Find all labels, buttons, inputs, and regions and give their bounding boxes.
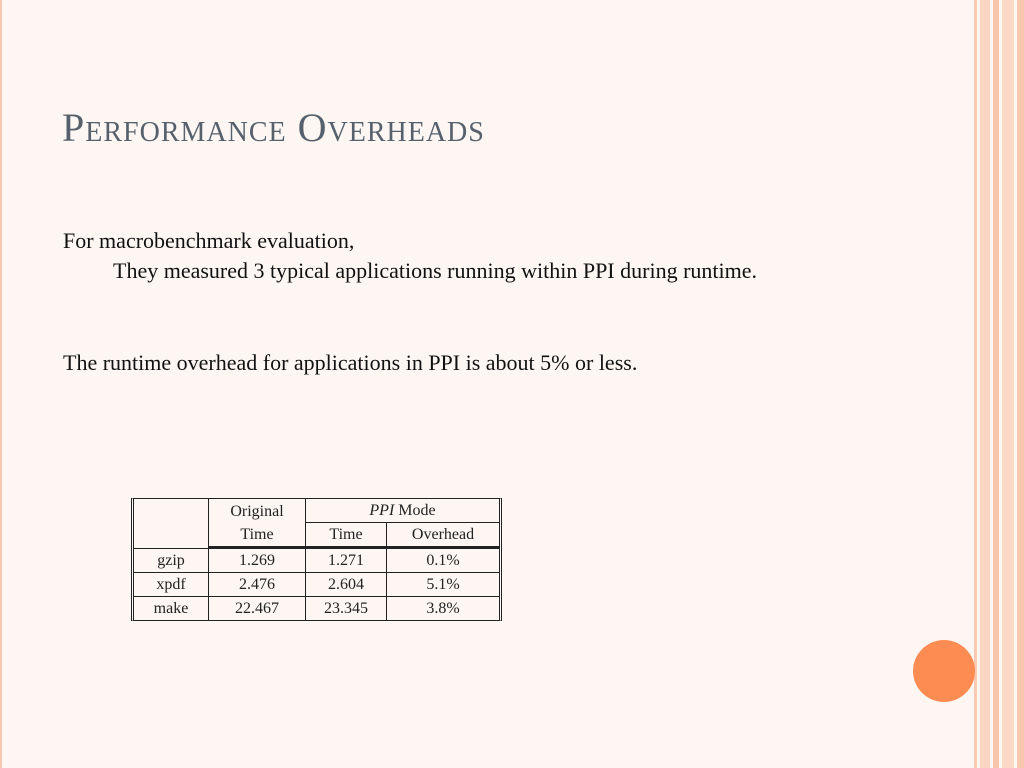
row-overhead: 3.8% xyxy=(387,596,499,620)
paragraph-overhead-summary: The runtime overhead for applications in PPI is about 5% or less. xyxy=(63,350,638,375)
row-ppi-time: 2.604 xyxy=(306,572,387,596)
table-row xyxy=(134,548,499,572)
performance-table xyxy=(131,498,502,621)
slide-body xyxy=(63,226,843,378)
header-ppi: PPI xyxy=(369,502,395,519)
paragraph-intro: For macrobenchmark evaluation, xyxy=(63,228,355,253)
row-app: xpdf xyxy=(134,572,209,596)
subheader-overhead: Overhead xyxy=(387,523,499,548)
row-overhead: 5.1% xyxy=(387,572,499,596)
stripe xyxy=(974,0,977,768)
stripe xyxy=(980,0,990,768)
row-ppi-time: 1.271 xyxy=(306,548,387,572)
row-original-time: 22.467 xyxy=(209,596,306,620)
header-original: Original xyxy=(209,499,306,523)
row-original-time: 2.476 xyxy=(209,572,306,596)
row-ppi-time: 23.345 xyxy=(306,596,387,620)
table-row xyxy=(134,572,499,596)
header-ppi-mode xyxy=(306,499,499,523)
row-overhead: 0.1% xyxy=(387,548,499,572)
slide-title: Performance Overheads xyxy=(62,105,485,150)
table-row xyxy=(134,596,499,620)
orange-circle-decoration xyxy=(913,640,975,702)
table-header-row xyxy=(134,499,499,523)
stripe xyxy=(993,0,999,768)
row-original-time: 1.269 xyxy=(209,548,306,572)
row-app: gzip xyxy=(134,548,209,572)
row-app: make xyxy=(134,596,209,620)
paragraph-detail: They measured 3 typical applications running within PPI during runtime. xyxy=(113,258,757,283)
stripe xyxy=(1002,0,1014,768)
table-corner-cell xyxy=(134,499,209,548)
stripe xyxy=(1017,0,1024,768)
subheader-original-time: Time xyxy=(209,523,306,548)
header-mode: Mode xyxy=(398,502,436,519)
subheader-ppi-time: Time xyxy=(306,523,387,548)
decorative-stripes xyxy=(974,0,1024,768)
left-border-rule xyxy=(0,0,2,768)
